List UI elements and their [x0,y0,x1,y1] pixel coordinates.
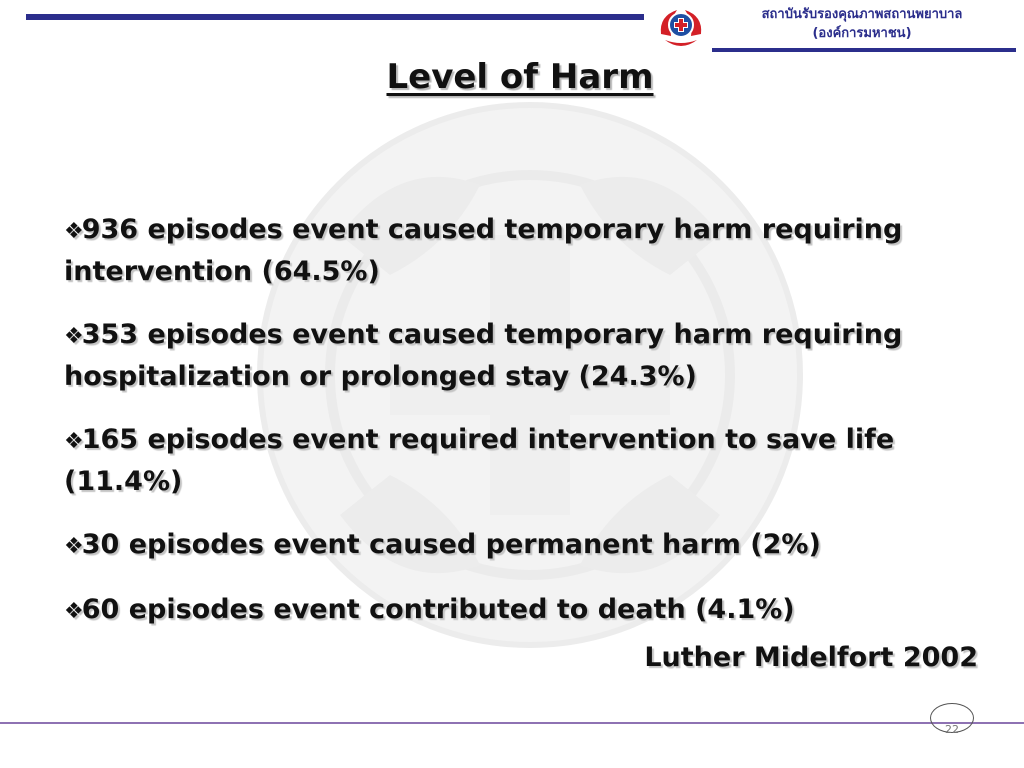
bullet-list [64,210,976,655]
bullet-text: 60 episodes event contributed to death (4.1%) [81,594,795,625]
diamond-bullet-icon: ❖ [64,219,82,244]
diamond-bullet-icon: ❖ [64,324,82,349]
bullet-item [64,525,976,567]
diamond-bullet-icon: ❖ [64,534,82,559]
slide-title: Level of Harm [386,57,654,97]
bullet-text: 936 episodes event caused temporary harm requiring intervention (64.5%) [64,214,903,287]
bullet-item [64,420,976,502]
page-number: 22 [945,723,959,736]
bullet-text: 353 episodes event caused temporary harm requiring hospitalization or prolonged stay (24.3%) [64,319,903,392]
bullet-text: 30 episodes event caused permanent harm (2%) [81,529,821,560]
diamond-bullet-icon: ❖ [64,429,82,454]
bullet-item [64,210,976,292]
red-cross-hands-logo-icon [655,2,707,52]
diamond-bullet-icon: ❖ [64,599,82,624]
header-rule [26,14,644,20]
bullet-text: 165 episodes event required intervention to save life (11.4%) [64,424,895,497]
organization-name-line2: (องค์การมหาชน) [812,26,912,41]
organization-name-line1: สถาบันรับรองคุณภาพสถานพยาบาล [761,7,963,22]
organization-rule [712,48,1016,52]
footer-rule [0,722,1024,724]
bullet-item [64,315,976,397]
organization-name [722,5,1002,43]
citation: Luther Midelfort 2002 [644,642,978,673]
bullet-item [64,590,976,632]
